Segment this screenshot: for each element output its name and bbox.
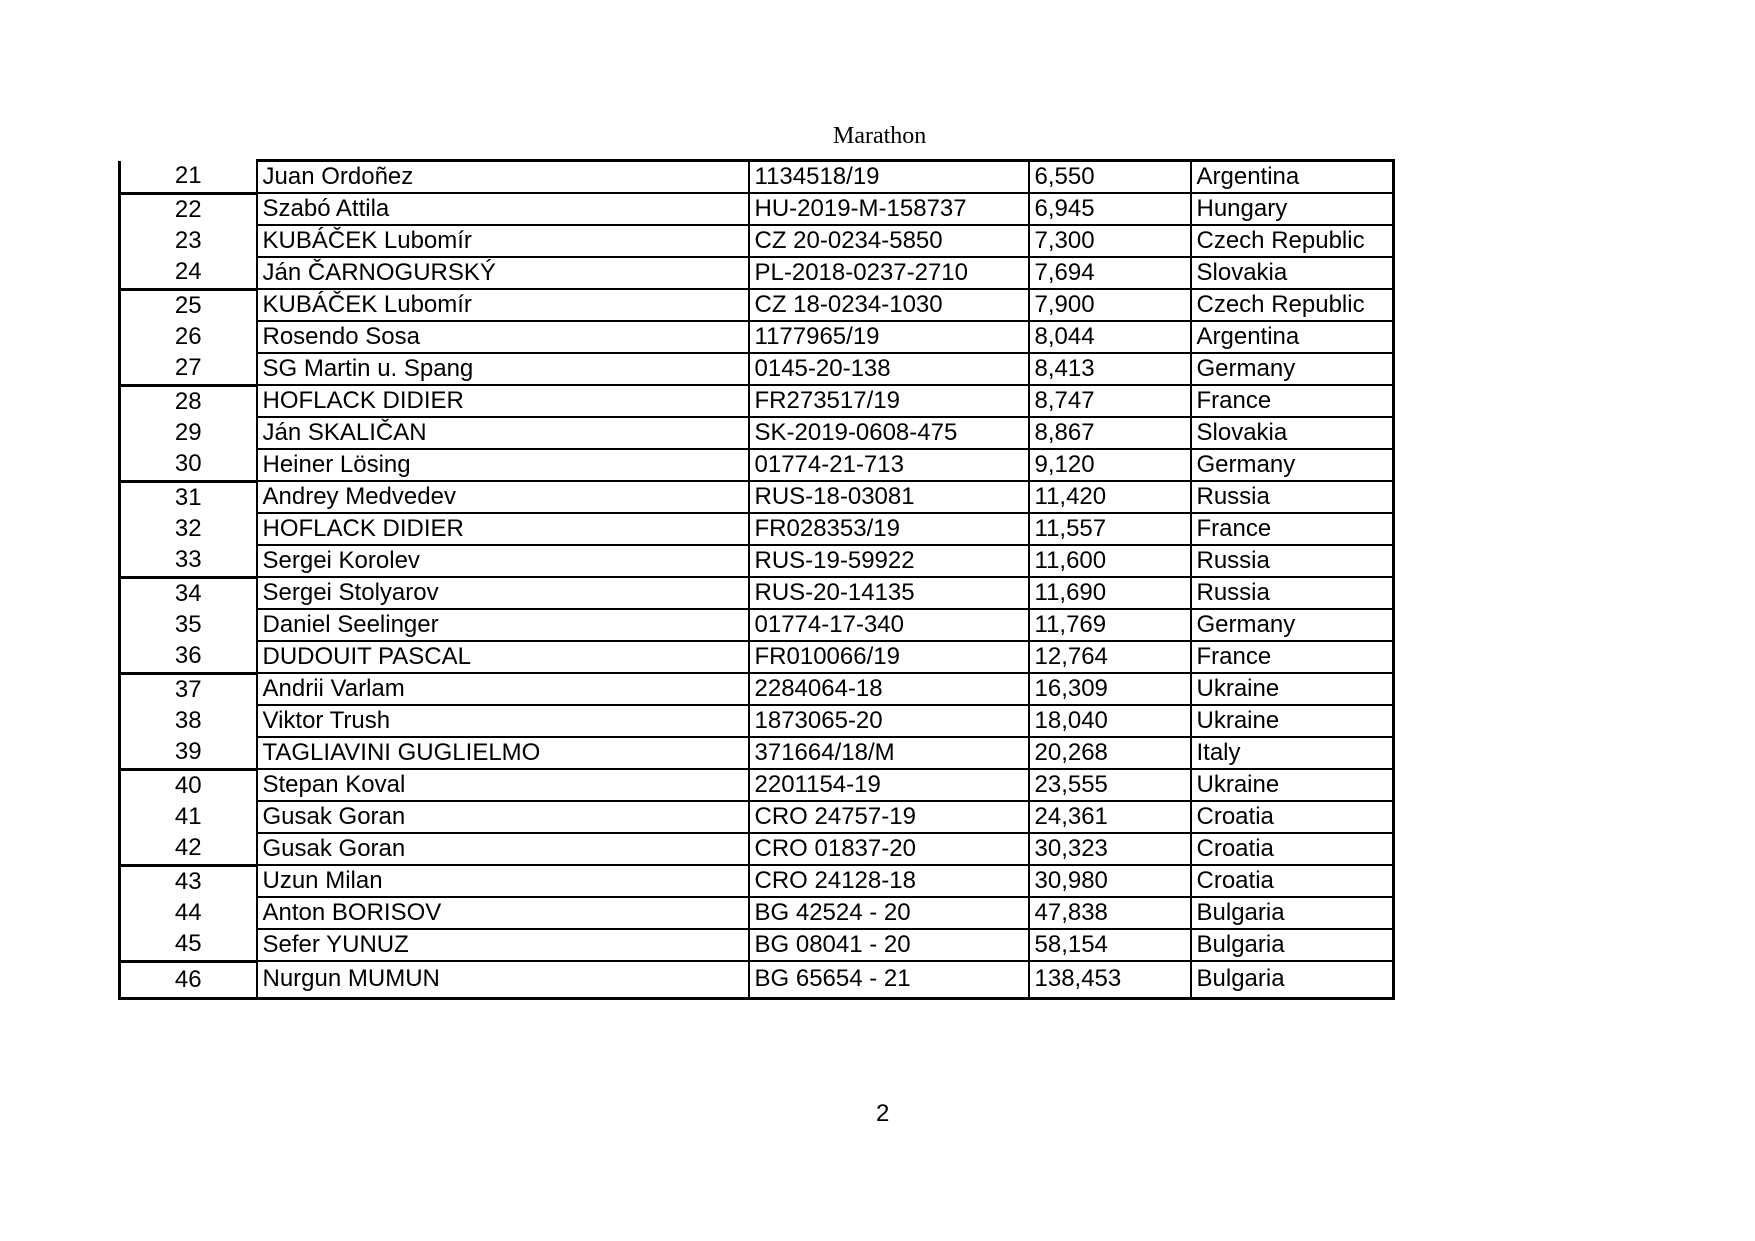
table-row bbox=[120, 929, 1394, 961]
value-cell: 20,268 bbox=[1029, 737, 1191, 769]
name-cell: Heiner Lösing bbox=[257, 449, 749, 481]
table-row bbox=[120, 513, 1394, 545]
country-cell: Germany bbox=[1191, 353, 1394, 385]
ring-number-cell: RUS-20-14135 bbox=[749, 577, 1029, 609]
name-cell: Gusak Goran bbox=[257, 833, 749, 865]
document-title: Marathon bbox=[833, 123, 927, 149]
name-cell: Sergei Stolyarov bbox=[257, 577, 749, 609]
value-cell: 11,420 bbox=[1029, 481, 1191, 513]
position-cell: 25 bbox=[120, 289, 257, 321]
table-row bbox=[120, 353, 1394, 385]
table-row bbox=[120, 193, 1394, 225]
position-cell: 41 bbox=[120, 801, 257, 833]
ring-number-cell: SK-2019-0608-475 bbox=[749, 417, 1029, 449]
ring-number-cell: RUS-19-59922 bbox=[749, 545, 1029, 577]
name-cell: Andrii Varlam bbox=[257, 673, 749, 705]
table-row bbox=[120, 705, 1394, 737]
table-row bbox=[120, 577, 1394, 609]
value-cell: 7,694 bbox=[1029, 257, 1191, 289]
value-cell: 18,040 bbox=[1029, 705, 1191, 737]
position-cell: 40 bbox=[120, 769, 257, 801]
value-cell: 8,044 bbox=[1029, 321, 1191, 353]
value-cell: 8,867 bbox=[1029, 417, 1191, 449]
name-cell: Sefer YUNUZ bbox=[257, 929, 749, 961]
name-cell: KUBÁČEK Lubomír bbox=[257, 289, 749, 321]
value-cell: 6,945 bbox=[1029, 193, 1191, 225]
value-cell: 30,323 bbox=[1029, 833, 1191, 865]
country-cell: Hungary bbox=[1191, 193, 1394, 225]
position-cell: 29 bbox=[120, 417, 257, 449]
table-row bbox=[120, 897, 1394, 929]
country-cell: Argentina bbox=[1191, 161, 1394, 194]
position-cell: 30 bbox=[120, 449, 257, 481]
table-row bbox=[120, 609, 1394, 641]
position-cell: 39 bbox=[120, 737, 257, 769]
table-row bbox=[120, 225, 1394, 257]
table-row bbox=[120, 737, 1394, 769]
value-cell: 6,550 bbox=[1029, 161, 1191, 194]
country-cell: Ukraine bbox=[1191, 673, 1394, 705]
name-cell: Juan Ordoñez bbox=[257, 161, 749, 194]
country-cell: Germany bbox=[1191, 449, 1394, 481]
table-row bbox=[120, 545, 1394, 577]
name-cell: Nurgun MUMUN bbox=[257, 961, 749, 998]
ring-number-cell: CRO 24128-18 bbox=[749, 865, 1029, 897]
results-table bbox=[118, 159, 1395, 1000]
value-cell: 24,361 bbox=[1029, 801, 1191, 833]
position-cell: 43 bbox=[120, 865, 257, 897]
country-cell: Russia bbox=[1191, 481, 1394, 513]
name-cell: KUBÁČEK Lubomír bbox=[257, 225, 749, 257]
value-cell: 8,747 bbox=[1029, 385, 1191, 417]
name-cell: Andrey Medvedev bbox=[257, 481, 749, 513]
position-cell: 23 bbox=[120, 225, 257, 257]
position-cell: 38 bbox=[120, 705, 257, 737]
ring-number-cell: CZ 18-0234-1030 bbox=[749, 289, 1029, 321]
value-cell: 7,300 bbox=[1029, 225, 1191, 257]
value-cell: 47,838 bbox=[1029, 897, 1191, 929]
country-cell: Russia bbox=[1191, 577, 1394, 609]
country-cell: Germany bbox=[1191, 609, 1394, 641]
country-cell: Bulgaria bbox=[1191, 929, 1394, 961]
ring-number-cell: BG 65654 - 21 bbox=[749, 961, 1029, 998]
country-cell: Ukraine bbox=[1191, 705, 1394, 737]
table-row bbox=[120, 321, 1394, 353]
value-cell: 11,557 bbox=[1029, 513, 1191, 545]
table-row bbox=[120, 833, 1394, 865]
country-cell: Slovakia bbox=[1191, 417, 1394, 449]
value-cell: 11,769 bbox=[1029, 609, 1191, 641]
name-cell: Uzun Milan bbox=[257, 865, 749, 897]
ring-number-cell: BG 08041 - 20 bbox=[749, 929, 1029, 961]
value-cell: 16,309 bbox=[1029, 673, 1191, 705]
ring-number-cell: PL-2018-0237-2710 bbox=[749, 257, 1029, 289]
ring-number-cell: CZ 20-0234-5850 bbox=[749, 225, 1029, 257]
ring-number-cell: 1177965/19 bbox=[749, 321, 1029, 353]
name-cell: Stepan Koval bbox=[257, 769, 749, 801]
position-cell: 31 bbox=[120, 481, 257, 513]
value-cell: 30,980 bbox=[1029, 865, 1191, 897]
table-row bbox=[120, 481, 1394, 513]
country-cell: Czech Republic bbox=[1191, 225, 1394, 257]
country-cell: France bbox=[1191, 513, 1394, 545]
name-cell: TAGLIAVINI GUGLIELMO bbox=[257, 737, 749, 769]
table-row bbox=[120, 801, 1394, 833]
country-cell: Bulgaria bbox=[1191, 961, 1394, 998]
name-cell: Gusak Goran bbox=[257, 801, 749, 833]
table-row bbox=[120, 961, 1394, 998]
country-cell: Bulgaria bbox=[1191, 897, 1394, 929]
country-cell: Croatia bbox=[1191, 833, 1394, 865]
table-row bbox=[120, 449, 1394, 481]
value-cell: 12,764 bbox=[1029, 641, 1191, 673]
position-cell: 27 bbox=[120, 353, 257, 385]
ring-number-cell: 2201154-19 bbox=[749, 769, 1029, 801]
name-cell: Rosendo Sosa bbox=[257, 321, 749, 353]
name-cell: Viktor Trush bbox=[257, 705, 749, 737]
position-cell: 37 bbox=[120, 673, 257, 705]
name-cell: DUDOUIT PASCAL bbox=[257, 641, 749, 673]
value-cell: 7,900 bbox=[1029, 289, 1191, 321]
position-cell: 36 bbox=[120, 641, 257, 673]
name-cell: Ján ČARNOGURSKÝ bbox=[257, 257, 749, 289]
name-cell: Daniel Seelinger bbox=[257, 609, 749, 641]
value-cell: 8,413 bbox=[1029, 353, 1191, 385]
country-cell: Croatia bbox=[1191, 865, 1394, 897]
table-row bbox=[120, 257, 1394, 289]
country-cell: France bbox=[1191, 385, 1394, 417]
position-cell: 45 bbox=[120, 929, 257, 961]
country-cell: Croatia bbox=[1191, 801, 1394, 833]
ring-number-cell: HU-2019-M-158737 bbox=[749, 193, 1029, 225]
name-cell: Anton BORISOV bbox=[257, 897, 749, 929]
ring-number-cell: CRO 01837-20 bbox=[749, 833, 1029, 865]
ring-number-cell: FR010066/19 bbox=[749, 641, 1029, 673]
value-cell: 58,154 bbox=[1029, 929, 1191, 961]
position-cell: 22 bbox=[120, 193, 257, 225]
table-row bbox=[120, 289, 1394, 321]
position-cell: 26 bbox=[120, 321, 257, 353]
position-cell: 44 bbox=[120, 897, 257, 929]
position-cell: 24 bbox=[120, 257, 257, 289]
name-cell: HOFLACK DIDIER bbox=[257, 513, 749, 545]
ring-number-cell: FR028353/19 bbox=[749, 513, 1029, 545]
ring-number-cell: CRO 24757-19 bbox=[749, 801, 1029, 833]
ring-number-cell: FR273517/19 bbox=[749, 385, 1029, 417]
ring-number-cell: RUS-18-03081 bbox=[749, 481, 1029, 513]
table-row bbox=[120, 641, 1394, 673]
value-cell: 138,453 bbox=[1029, 961, 1191, 998]
table-row bbox=[120, 769, 1394, 801]
value-cell: 23,555 bbox=[1029, 769, 1191, 801]
value-cell: 11,600 bbox=[1029, 545, 1191, 577]
country-cell: Russia bbox=[1191, 545, 1394, 577]
results-table-container bbox=[118, 159, 1392, 1000]
ring-number-cell: BG 42524 - 20 bbox=[749, 897, 1029, 929]
country-cell: Slovakia bbox=[1191, 257, 1394, 289]
country-cell: Argentina bbox=[1191, 321, 1394, 353]
table-row bbox=[120, 673, 1394, 705]
position-cell: 46 bbox=[120, 961, 257, 998]
value-cell: 9,120 bbox=[1029, 449, 1191, 481]
value-cell: 11,690 bbox=[1029, 577, 1191, 609]
table-row bbox=[120, 865, 1394, 897]
position-cell: 34 bbox=[120, 577, 257, 609]
ring-number-cell: 1873065-20 bbox=[749, 705, 1029, 737]
country-cell: France bbox=[1191, 641, 1394, 673]
position-cell: 21 bbox=[120, 161, 257, 194]
page-number: 2 bbox=[876, 1100, 890, 1127]
table-row bbox=[120, 385, 1394, 417]
ring-number-cell: 2284064-18 bbox=[749, 673, 1029, 705]
country-cell: Ukraine bbox=[1191, 769, 1394, 801]
ring-number-cell: 0145-20-138 bbox=[749, 353, 1029, 385]
name-cell: Sergei Korolev bbox=[257, 545, 749, 577]
table-row bbox=[120, 417, 1394, 449]
country-cell: Czech Republic bbox=[1191, 289, 1394, 321]
name-cell: SG Martin u. Spang bbox=[257, 353, 749, 385]
ring-number-cell: 371664/18/M bbox=[749, 737, 1029, 769]
ring-number-cell: 01774-21-713 bbox=[749, 449, 1029, 481]
results-table-body bbox=[120, 161, 1394, 999]
position-cell: 42 bbox=[120, 833, 257, 865]
position-cell: 32 bbox=[120, 513, 257, 545]
country-cell: Italy bbox=[1191, 737, 1394, 769]
ring-number-cell: 1134518/19 bbox=[749, 161, 1029, 194]
ring-number-cell: 01774-17-340 bbox=[749, 609, 1029, 641]
position-cell: 35 bbox=[120, 609, 257, 641]
position-cell: 33 bbox=[120, 545, 257, 577]
position-cell: 28 bbox=[120, 385, 257, 417]
name-cell: HOFLACK DIDIER bbox=[257, 385, 749, 417]
table-row bbox=[120, 161, 1394, 194]
name-cell: Ján SKALIČAN bbox=[257, 417, 749, 449]
name-cell: Szabó Attila bbox=[257, 193, 749, 225]
